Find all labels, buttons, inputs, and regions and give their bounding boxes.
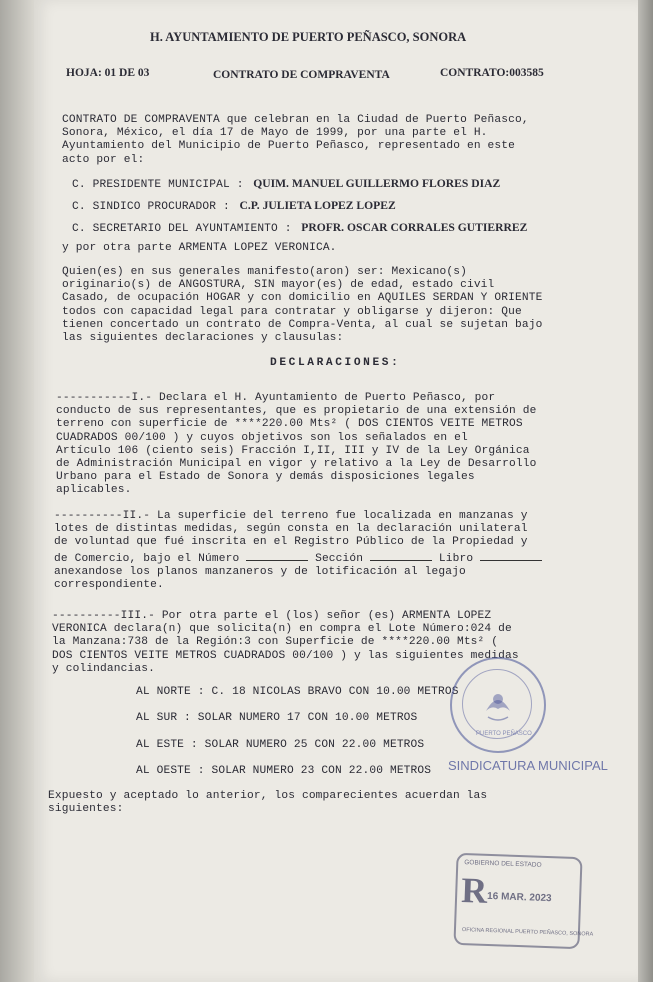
generales-line: Casado, de ocupación HOGAR y con domicilio en AQUILES SERDAN Y ORIENTE — [62, 292, 543, 305]
declaration-line: anexandose los planos manzaneros y de lotificación al legajo — [54, 565, 466, 578]
generales-line: todos con capacidad legal para contratar y obligarse y dijeron: Que — [62, 305, 522, 318]
declaration-line: Urbano para el Estado de Sonora y demás disposiciones legales — [56, 471, 475, 484]
official-name: PROFR. OSCAR CORRALES GUTIERREZ — [301, 221, 528, 234]
declaraciones-heading: DECLARACIONES: — [270, 357, 401, 369]
municipality-title: H. AYUNTAMIENTO DE PUERTO PEÑASCO, SONORA — [150, 30, 467, 44]
official-role: C. SINDICO PROCURADOR : — [72, 201, 230, 213]
boundary-west: AL OESTE : SOLAR NUMERO 23 CON 22.00 METROS — [136, 765, 432, 777]
declaration-line-registry — [54, 550, 542, 566]
declaration-line: VERONICA declara(n) que solicita(n) en compra el Lote Número:024 de — [52, 623, 512, 636]
intro-paragraph — [62, 114, 529, 167]
declaration-line: de voluntad que fué inscrita en el Registro Público de la Propiedad y — [54, 536, 528, 549]
official-sindico — [72, 196, 396, 214]
boundary-south: AL SUR : SOLAR NUMERO 17 CON 10.00 METROS — [136, 712, 418, 724]
declaration-line: conducto de sus representantes, que es propietario de una extensión de — [56, 405, 537, 418]
intro-line: CONTRATO DE COMPRAVENTA que celebran en la Ciudad de Puerto Peñasco, — [62, 114, 529, 126]
official-role: C. PRESIDENTE MUNICIPAL : — [72, 179, 244, 191]
official-name: QUIM. MANUEL GUILLERMO FLORES DIAZ — [253, 177, 501, 190]
registry-stamp-footer: OFICINA REGIONAL PUERTO PEÑASCO, SONORA — [461, 927, 594, 938]
generales-line: Quien(es) en sus generales manifesto(aron) ser: Mexicano(s) — [62, 266, 467, 278]
registry-book-blank — [480, 550, 542, 561]
generales-line: tienen concertado un contrato de Compra-Venta, al cual se sujetan bajo — [62, 318, 543, 331]
declaration-line: DOS CIENTOS VEITE METROS CUADRADOS 00/100 ) y las siguientes medidas — [52, 649, 519, 662]
intro-line: Ayuntamiento del Municipio de Puerto Peñasco, representado en este — [62, 140, 515, 153]
declaration-line: Artículo 106 (ciento seis) Fracción I,II, III y IV de la Ley Orgánica — [56, 444, 530, 457]
closing-line: siguientes: — [48, 803, 124, 816]
generales-paragraph — [62, 266, 542, 345]
declaration-line: CUADRADOS 00/100 ) y cuyos objetivos son los señalados en el — [56, 431, 468, 444]
generales-line: las siguientes declaraciones y clausulas: — [62, 332, 344, 345]
declaration-line: lotes de distintas medidas, según consta en la declaración unilateral — [54, 523, 528, 536]
sindicatura-stamp-text: SINDICATURA MUNICIPAL — [448, 758, 608, 773]
registry-letter: R — [460, 870, 489, 911]
declaration-line: aplicables. — [56, 484, 132, 497]
boundary-east: AL ESTE : SOLAR NUMERO 25 CON 22.00 METROS — [136, 739, 425, 751]
page-edge-shadow — [638, 0, 653, 982]
declaration-2 — [54, 510, 542, 592]
page-counter: HOJA: 01 DE 03 — [66, 67, 150, 79]
registry-stamp — [453, 853, 594, 949]
boundary-north: AL NORTE : C. 18 NICOLAS BRAVO CON 10.00 METROS — [136, 686, 459, 698]
registry-number-label: de Comercio, bajo el Número — [54, 552, 240, 565]
declaration-line: correspondiente. — [54, 579, 164, 592]
declaration-line: ----------III.- Por otra parte el (los) señor (es) ARMENTA LOPEZ — [52, 610, 492, 622]
other-party: y por otra parte ARMENTA LOPEZ VERONICA. — [62, 242, 337, 254]
registry-section-label: Sección — [315, 552, 364, 565]
registry-section-blank — [370, 550, 432, 561]
official-president — [72, 174, 500, 192]
closing-paragraph — [48, 790, 487, 816]
registry-stamp-header: GOBIERNO DEL ESTADO — [464, 859, 542, 869]
declaration-line: -----------I.- Declara el H. Ayuntamiento de Puerto Peñasco, por — [56, 392, 496, 404]
official-role: C. SECRETARIO DEL AYUNTAMIENTO : — [72, 223, 292, 235]
declaration-line: y colindancias. — [52, 662, 155, 675]
declaration-line: de Administración Municipal en vigor y relativo a la Ley de Desarrollo — [56, 458, 537, 471]
registry-number-blank — [246, 550, 308, 561]
declaration-line: la Manzana:738 de la Región:3 con Superficie de ****220.00 Mts² ( — [52, 636, 499, 649]
declaration-1 — [56, 392, 536, 498]
municipal-seal-stamp — [450, 657, 546, 753]
eagle-emblem-icon — [452, 659, 544, 751]
contract-number: CONTRATO:003585 — [440, 67, 544, 79]
official-name: C.P. JULIETA LOPEZ LOPEZ — [239, 199, 396, 212]
generales-line: originario(s) de ANGOSTURA, SIN mayor(es) de edad, estado civil — [62, 279, 495, 292]
registry-book-label: Libro — [438, 552, 474, 565]
document-type: CONTRATO DE COMPRAVENTA — [213, 69, 390, 81]
registry-date: 16 MAR. 2023 — [486, 890, 552, 905]
declaration-line: terreno con superficie de ****220.00 Mts² ( DOS CIENTOS VEITE METROS — [56, 418, 523, 431]
declaration-line: ----------II.- La superficie del terreno fue localizada en manzanas y — [54, 510, 528, 522]
official-secretario — [72, 218, 527, 236]
intro-line: Sonora, México, el día 17 de Mayo de 1999, por una parte el H. — [62, 127, 488, 140]
seal-ring-text: PUERTO PEÑASCO — [476, 731, 532, 737]
intro-line: acto por el: — [62, 153, 145, 166]
declaration-3 — [52, 610, 519, 676]
closing-line: Expuesto y aceptado lo anterior, los comparecientes acuerdan las — [48, 790, 488, 802]
